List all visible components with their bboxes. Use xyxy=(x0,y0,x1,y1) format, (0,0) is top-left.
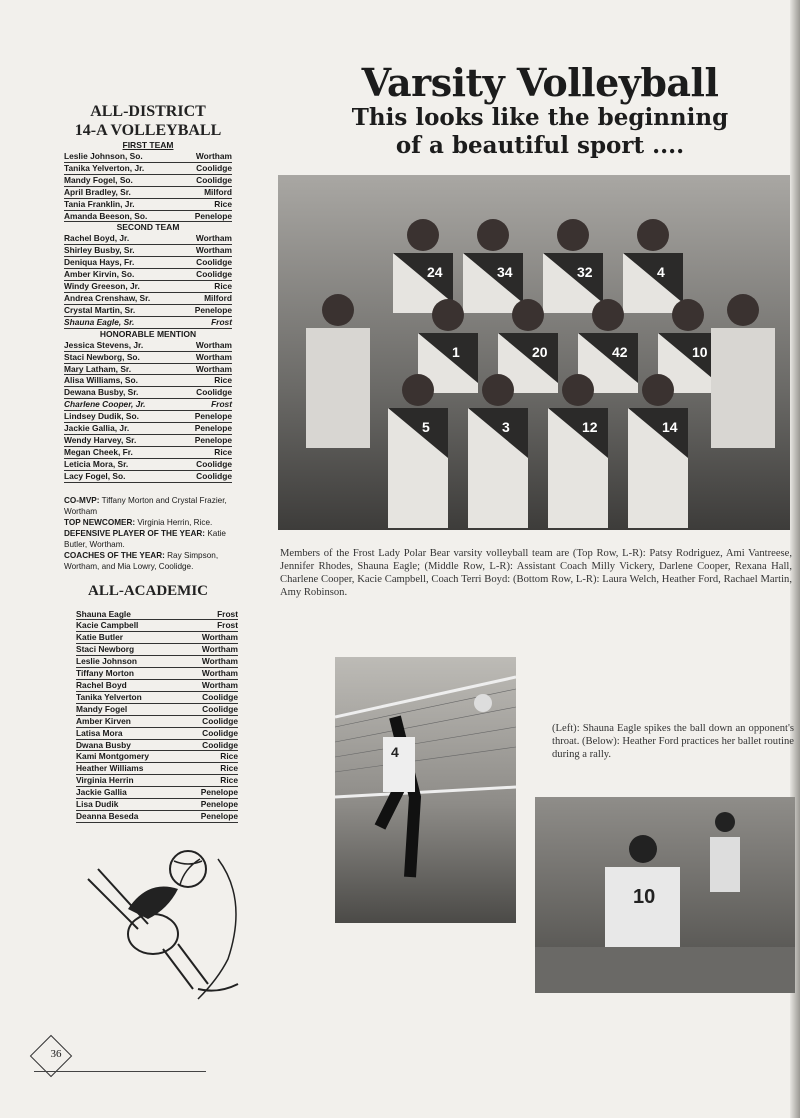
roster-row xyxy=(76,680,238,692)
player-name: Kami Montgomery xyxy=(76,751,150,762)
first-team-list xyxy=(64,151,232,222)
player-head xyxy=(482,374,514,406)
award-label: COACHES OF THE YEAR: xyxy=(64,550,165,560)
roster-row xyxy=(64,211,232,223)
player-name: Mary Latham, Sr. xyxy=(64,363,132,374)
roster-row xyxy=(64,257,232,269)
roster-row xyxy=(76,632,238,644)
subtitle-line-2: of a beautiful sport .... xyxy=(395,132,685,159)
roster-row xyxy=(76,811,238,823)
roster-row xyxy=(76,656,238,668)
jersey-number: 4 xyxy=(657,264,665,280)
award-text: Virginia Herrin, Rice. xyxy=(137,517,213,527)
honorable-list xyxy=(64,340,232,483)
jersey-number: 12 xyxy=(582,419,598,435)
player-name: Heather Williams xyxy=(76,763,144,774)
player-name: Rachel Boyd xyxy=(76,680,127,690)
spike-jersey-number: 4 xyxy=(391,744,399,760)
player-school: Penelope xyxy=(200,799,238,810)
action-jersey-number: 10 xyxy=(633,886,656,908)
all-academic-list xyxy=(64,608,238,823)
player-name: Shirley Busby, Sr. xyxy=(64,245,135,256)
award-text: Ray Simpson, Wortham, and Mia Lowry, Coolidge. xyxy=(64,550,219,571)
player-school: Wortham xyxy=(201,680,238,690)
page-title: Varsity Volleyball xyxy=(361,60,719,105)
player-name: Staci Newborg, So. xyxy=(64,351,140,362)
roster-row xyxy=(64,305,232,317)
all-academic-heading: ALL-ACADEMIC xyxy=(88,582,208,599)
player-head xyxy=(672,299,704,331)
roster-row xyxy=(64,245,232,257)
player-name: Virginia Herrin xyxy=(76,775,134,786)
award-item xyxy=(64,528,232,550)
standings-column xyxy=(64,102,238,1024)
roster-row xyxy=(64,387,232,399)
team-photo xyxy=(278,175,790,530)
player-school: Coolidge xyxy=(196,162,232,173)
roster-row xyxy=(64,199,232,211)
roster-row xyxy=(64,375,232,387)
roster-row xyxy=(76,668,238,680)
roster-row xyxy=(64,471,232,483)
player-school: Coolidge xyxy=(202,739,238,750)
player-name: Deanna Beseda xyxy=(76,810,139,821)
player-school: Wortham xyxy=(201,656,238,667)
player-name: Crystal Martin, Sr. xyxy=(64,304,136,315)
roster-row xyxy=(64,364,232,376)
team-photo-caption: Members of the Frost Lady Polar Bear varsity volleyball team are (Top Row, L-R): Patsy Rodriguez, Ami Vantreese, Jennifer Rhodes, Shauna Eagle; (Middle Row, L-R): Assistant Coach Milly Vickery, Darlene Cooper, Rexana Hall, Charlene Cooper, Kacie Campbell, Coach Terri Boyd: (Bottom Row, L-R): Laura Welch, Heather Ford, Rachael Martin, Amy Robinson. xyxy=(280,548,792,598)
player-name: Latisa Mora xyxy=(76,727,123,738)
second-team-label: SECOND TEAM xyxy=(116,222,180,233)
player-school: Wortham xyxy=(195,245,232,256)
jersey-number: 20 xyxy=(532,344,548,360)
jersey-number: 24 xyxy=(427,264,443,280)
all-district-heading xyxy=(64,102,232,140)
action-photo-graphic xyxy=(535,797,795,993)
player-school: Rice xyxy=(214,446,232,457)
footer-rule xyxy=(34,1071,206,1072)
player-school: Frost xyxy=(211,399,232,410)
roster-row xyxy=(64,340,232,352)
player-head xyxy=(562,374,594,406)
player-name: Andrea Crenshaw, Sr. xyxy=(64,292,151,303)
jersey-number: 10 xyxy=(692,344,708,360)
roster-row xyxy=(76,740,238,752)
award-label: TOP NEWCOMER: xyxy=(64,517,136,527)
roster-row xyxy=(64,411,232,423)
player-school: Wortham xyxy=(195,351,232,362)
coach-head xyxy=(322,294,354,326)
player-head xyxy=(512,299,544,331)
player-name: Jessica Stevens, Jr. xyxy=(64,339,144,350)
coach-body xyxy=(711,328,775,448)
roster-row xyxy=(76,716,238,728)
player-school: Coolidge xyxy=(196,174,232,185)
player-head xyxy=(557,219,589,251)
roster-row xyxy=(64,352,232,364)
player-school: Coolidge xyxy=(196,387,232,398)
roster-row xyxy=(76,775,238,787)
player-head xyxy=(592,299,624,331)
player-school: Rice xyxy=(220,763,238,774)
player-name: Mandy Fogel xyxy=(76,703,128,714)
player-name: Dewana Busby, Sr. xyxy=(64,387,139,398)
page-header xyxy=(300,62,780,160)
roster-row xyxy=(76,763,238,775)
player-school: Penelope xyxy=(194,304,232,315)
jersey-number: 34 xyxy=(497,264,513,280)
roster-row xyxy=(64,423,232,435)
player-head xyxy=(407,219,439,251)
player-name: Rachel Boyd, Jr. xyxy=(64,233,130,244)
roster-row xyxy=(64,233,232,245)
roster-row xyxy=(64,447,232,459)
player-school: Wortham xyxy=(201,644,238,655)
roster-row xyxy=(64,435,232,447)
player-school: Coolidge xyxy=(202,715,238,726)
player-name: Tanika Yelverton xyxy=(76,691,142,702)
roster-row xyxy=(64,175,232,187)
player-name: Staci Newborg xyxy=(76,644,135,655)
player-school: Coolidge xyxy=(196,269,232,280)
player-name: Megan Cheek, Fr. xyxy=(64,446,133,457)
player-name: Kacie Campbell xyxy=(76,620,139,631)
player-name: Shauna Eagle xyxy=(76,608,131,619)
roster-row xyxy=(64,317,232,329)
player-school: Wortham xyxy=(201,632,238,643)
jersey-number: 14 xyxy=(662,419,678,435)
player-name: Lindsey Dudik, So. xyxy=(64,411,139,422)
award-text: Katie Butler, Wortham. xyxy=(64,528,226,549)
jersey-number: 42 xyxy=(612,344,628,360)
roster-row xyxy=(76,609,238,621)
player-name: Leslie Johnson xyxy=(76,656,137,667)
award-text: Tiffany Morton and Crystal Frazier, Wortham xyxy=(64,495,227,516)
page-number: 36 xyxy=(50,1048,62,1060)
player-name: Leslie Johnson, So. xyxy=(64,151,143,161)
heading-line-1: ALL-DISTRICT xyxy=(90,103,206,120)
roster-row xyxy=(64,459,232,471)
award-label: DEFENSIVE PLAYER OF THE YEAR: xyxy=(64,528,206,538)
roster-row xyxy=(64,151,232,163)
roster-row xyxy=(76,692,238,704)
roster-row xyxy=(76,751,238,763)
second-team-list xyxy=(64,233,232,328)
player-school: Penelope xyxy=(194,411,232,422)
roster-row xyxy=(64,399,232,411)
player-school: Wortham xyxy=(195,233,232,244)
player-head xyxy=(402,374,434,406)
player-name: Windy Greeson, Jr. xyxy=(64,281,140,292)
player-name: Charlene Cooper, Jr. xyxy=(64,399,146,410)
player-school: Penelope xyxy=(194,434,232,445)
awards-list xyxy=(64,495,232,572)
player-head xyxy=(477,219,509,251)
player-name: Tiffany Morton xyxy=(76,668,134,679)
roster-row xyxy=(76,787,238,799)
player-school: Penelope xyxy=(194,423,232,434)
player-school: Coolidge xyxy=(202,727,238,738)
coach-head xyxy=(727,294,759,326)
player-head xyxy=(637,219,669,251)
player-school: Coolidge xyxy=(196,458,232,469)
action-caption: (Left): Shauna Eagle spikes the ball down an opponent's throat. (Below): Heather Ford practices her ballet routine during a rally. xyxy=(552,723,794,760)
player-school: Rice xyxy=(214,281,232,292)
player-school: Rice xyxy=(214,198,232,209)
player-school: Penelope xyxy=(200,810,238,821)
player-name: Tanika Yelverton, Jr. xyxy=(64,162,145,173)
player-school: Penelope xyxy=(194,210,232,221)
player-head xyxy=(642,374,674,406)
honorable-label: HONORABLE MENTION xyxy=(99,328,197,339)
player-school: Coolidge xyxy=(202,703,238,714)
team-photo-graphic xyxy=(278,175,790,530)
roster-row xyxy=(76,799,238,811)
jersey-number: 5 xyxy=(422,419,430,435)
player-school: Coolidge xyxy=(202,691,238,702)
player-name: Jackie Gallia xyxy=(76,787,127,798)
roster-row xyxy=(76,728,238,740)
player-name: Katie Butler xyxy=(76,632,124,643)
player-school: Rice xyxy=(214,375,232,386)
roster-row xyxy=(64,163,232,175)
player-name: Alisa Williams, So. xyxy=(64,375,138,386)
player-school: Coolidge xyxy=(196,470,232,481)
player-name: Leticia Mora, Sr. xyxy=(64,458,129,469)
player-school: Frost xyxy=(211,316,232,327)
player-name: Deniqua Hays, Fr. xyxy=(64,257,135,268)
roster-row xyxy=(76,644,238,656)
jersey-number: 32 xyxy=(577,264,593,280)
first-team-label: FIRST TEAM xyxy=(122,140,174,150)
award-label: CO-MVP: xyxy=(64,495,100,505)
player-name: Jackie Gallia, Jr. xyxy=(64,423,130,434)
coach-body xyxy=(306,328,370,448)
player-head xyxy=(432,299,464,331)
player-school: Rice xyxy=(220,751,238,762)
player-school: Wortham xyxy=(195,339,232,350)
roster-row xyxy=(64,281,232,293)
player-name: Mandy Fogel, So. xyxy=(64,174,133,185)
roster-row xyxy=(76,704,238,716)
spike-photo-graphic xyxy=(335,657,516,923)
player-name: Tania Franklin, Jr. xyxy=(64,198,135,209)
jersey-number: 1 xyxy=(452,344,460,360)
player-school: Frost xyxy=(217,608,238,619)
subtitle-line-1: This looks like the beginning xyxy=(351,104,729,131)
action-photo xyxy=(535,797,795,993)
all-academic-section xyxy=(64,582,238,823)
roster-row xyxy=(64,293,232,305)
jersey-number: 3 xyxy=(502,419,510,435)
player-school: Milford xyxy=(204,186,232,197)
player-school: Rice xyxy=(220,775,238,786)
player-school: Milford xyxy=(204,292,232,303)
spike-photo xyxy=(335,657,516,923)
player-name: Amber Kirven xyxy=(76,715,131,726)
player-school: Penelope xyxy=(200,787,238,798)
player-school: Coolidge xyxy=(196,257,232,268)
award-item xyxy=(64,517,232,528)
award-item xyxy=(64,550,232,572)
player-name: Amanda Beeson, So. xyxy=(64,210,148,221)
player-name: Lacy Fogel, So. xyxy=(64,470,126,481)
roster-row xyxy=(64,269,232,281)
player-school: Wortham xyxy=(201,668,238,679)
volleyball-player-cartoon-icon xyxy=(68,839,248,1019)
player-school: Wortham xyxy=(195,151,232,161)
player-name: Lisa Dudik xyxy=(76,799,119,810)
award-item xyxy=(64,495,232,517)
heading-line-2: 14-A VOLLEYBALL xyxy=(74,122,222,139)
player-name: Dwana Busby xyxy=(76,739,131,750)
player-name: April Bradley, Sr. xyxy=(64,186,131,197)
roster-row xyxy=(64,187,232,199)
roster-row xyxy=(76,620,238,632)
player-name: Amber Kirvin, So. xyxy=(64,269,135,280)
player-school: Frost xyxy=(217,620,238,631)
player-school: Wortham xyxy=(195,363,232,374)
player-name: Wendy Harvey, Sr. xyxy=(64,434,137,445)
player-name: Shauna Eagle, Sr. xyxy=(64,316,135,327)
